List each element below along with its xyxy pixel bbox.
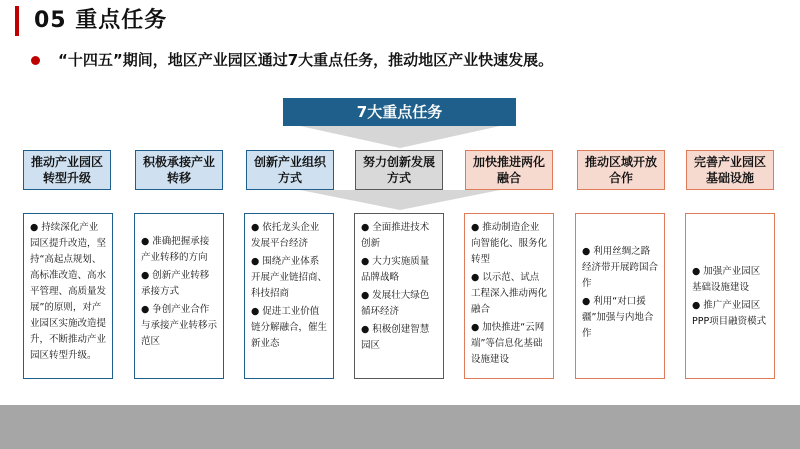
task-head-1: 推动产业园区转型升级 xyxy=(23,150,111,190)
task-body-4 xyxy=(354,213,444,379)
task-item: ● 准确把握承接产业转移的方向 xyxy=(141,236,210,263)
bullet-icon xyxy=(31,56,40,65)
task-item: ● 争创产业合作与承接产业转移示范区 xyxy=(141,304,218,347)
task-item: ● 发展壮大绿色循环经济 xyxy=(361,290,430,317)
task-item: ● 依托龙头企业发展平台经济 xyxy=(251,222,320,249)
task-body-3 xyxy=(244,213,334,379)
task-body-5 xyxy=(464,213,554,379)
task-item: ● 积极创建智慧园区 xyxy=(361,324,430,351)
arrow-down-icon xyxy=(300,126,500,148)
task-item: ● 创新产业转移承接方式 xyxy=(141,270,210,297)
task-head-2: 积极承接产业转移 xyxy=(135,150,223,190)
task-head-5: 加快推进两化融合 xyxy=(465,150,553,190)
task-item: ● 持续深化产业园区提升改造，坚持“高起点规划、高标准改造、高水平管理、高质量发展”的原则，对产业园区实施改造提升，不断推动产业园区转型升级。 xyxy=(30,222,107,361)
center-task-label: 7大重点任务 xyxy=(283,98,516,126)
arrow-down-icon xyxy=(300,190,500,210)
task-head-6: 推动区域开放合作 xyxy=(577,150,665,190)
task-head-3: 创新产业组织方式 xyxy=(246,150,334,190)
task-item: ● 利用丝绸之路经济带开展跨国合作 xyxy=(582,246,659,289)
task-item: ● 推广产业园区PPP项目融资模式 xyxy=(692,300,767,327)
task-item: ● 加快推进“云网端”等信息化基础设施建设 xyxy=(471,322,545,365)
task-item: ● 围绕产业体系开展产业链招商、科技招商 xyxy=(251,256,328,299)
task-body-6 xyxy=(575,213,665,379)
task-item: ● 以示范、试点工程深入推动两化融合 xyxy=(471,272,548,315)
task-body-7 xyxy=(685,213,775,379)
task-body-2 xyxy=(134,213,224,379)
task-item: ● 促进工业价值链分解融合，催生新业态 xyxy=(251,306,328,349)
task-item: ● 推动制造企业向智能化、服务化转型 xyxy=(471,222,548,265)
task-item: ● 加强产业园区基础设施建设 xyxy=(692,266,761,293)
task-head-7: 完善产业园区基础设施 xyxy=(686,150,774,190)
task-body-1 xyxy=(23,213,113,379)
subtitle: “十四五”期间，地区产业园区通过7大重点任务，推动地区产业快速发展。 xyxy=(58,51,554,69)
task-item: ● 全面推进技术创新 xyxy=(361,222,430,249)
task-item: ● 利用“对口援疆”加强与内地合作 xyxy=(582,296,654,339)
title-accent-bar xyxy=(15,6,19,36)
page-title: 05 重点任务 xyxy=(34,8,168,33)
task-item: ● 大力实施质量品牌战略 xyxy=(361,256,430,283)
task-head-4: 努力创新发展方式 xyxy=(355,150,443,190)
footer-bar xyxy=(0,405,800,449)
